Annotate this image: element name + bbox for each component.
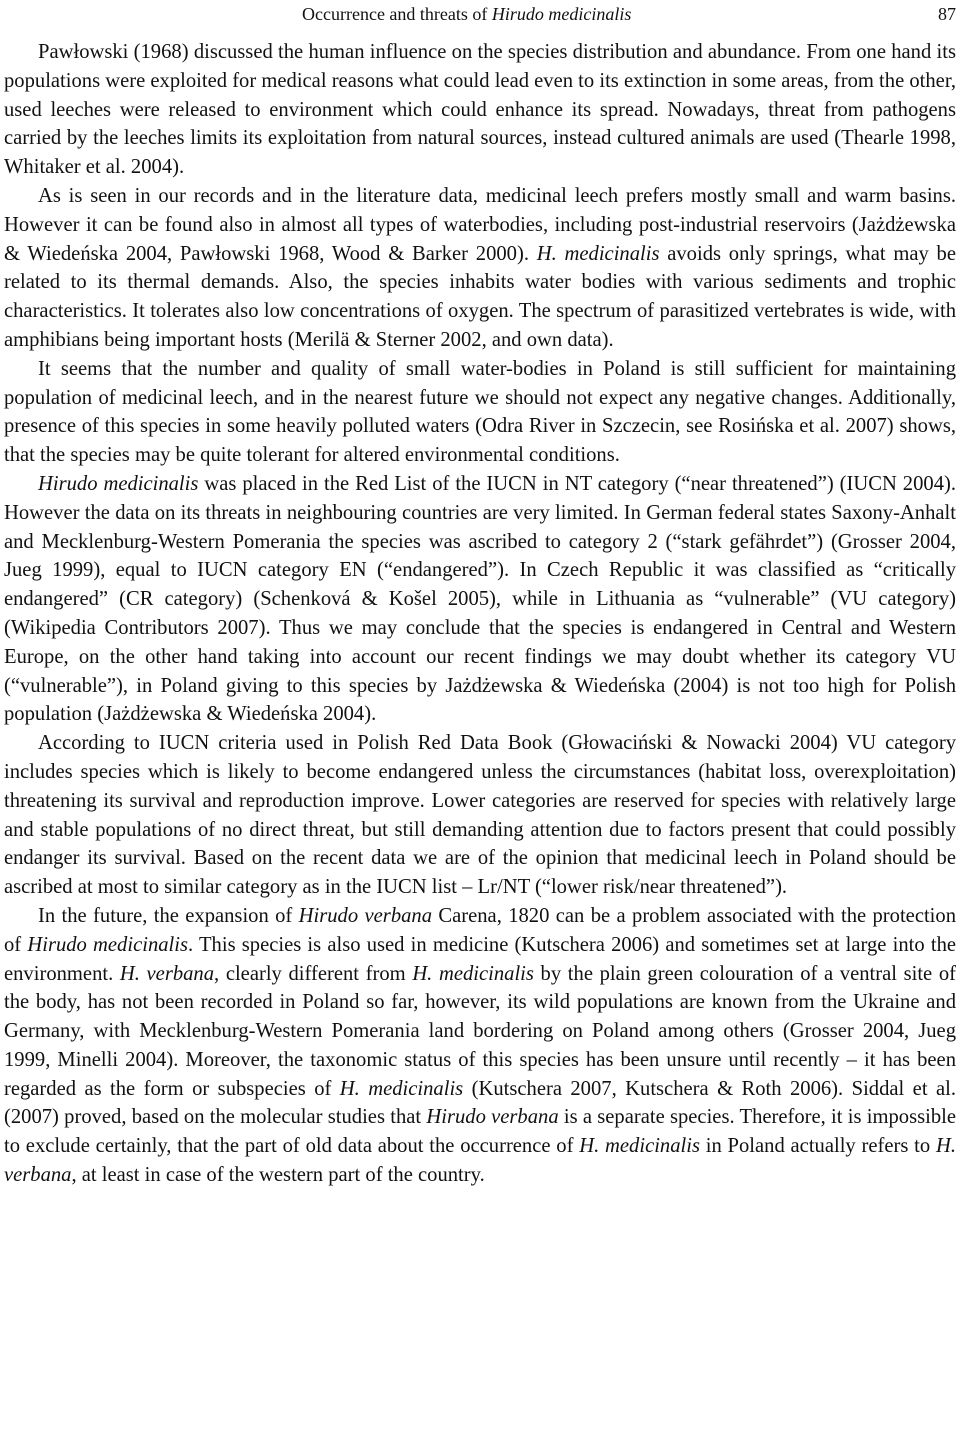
paragraph-6-text-k: (Kutschera 2007, Kutschera & Roth 2006). Siddal et al. (2007) proved, based on the molecular studies that [4, 1077, 956, 1129]
species-name-italic: H. verbana [4, 1135, 956, 1187]
species-name-italic: H. medicinalis [579, 1135, 700, 1158]
paragraph-6-text-o: in Poland actually refers to [699, 1135, 936, 1158]
species-name-italic: H. medicinalis [339, 1077, 464, 1100]
species-name-italic: Hirudo verbana [298, 904, 433, 927]
species-name-italic: H. verbana [119, 962, 215, 985]
paragraph-1 [4, 38, 956, 182]
paragraph-5-text: According to IUCN criteria used in Polish Red Data Book (Głowaciński & Nowacki 2004) VU category includes species which is likely to become endangered unless the circumstances (habitat loss, overexploitation) threatening its survival and reproduction improve. Lower categories are reserved for species with relatively large and stable populations of no direct threat, but still demanding attention due to factors present that could possibly endanger its survival. Based on the recent data we are of the opinion that medicinal leech in Poland should be ascribed at most to similar category as in the IUCN list – Lr/NT (“lower risk/near threatened”). [4, 732, 956, 899]
running-header [4, 2, 956, 26]
paragraph-6-text-a: In the future, the expansion of [38, 904, 299, 927]
species-name-italic: H. medicinalis [536, 242, 660, 265]
running-title-species: Hirudo medicinalis [491, 4, 632, 24]
paragraph-6-text-m: is a separate species. Therefore, it is impossible to exclude certainly, that the part of old data about the occurrence of [4, 1106, 956, 1158]
species-name-italic: Hirudo medicinalis [27, 933, 188, 956]
paragraph-6 [4, 902, 956, 1190]
species-name-italic: Hirudo verbana [426, 1106, 559, 1129]
paragraph-6-text-c: Carena, 1820 can be a problem associated with the protection of [4, 904, 957, 956]
paragraph-4-text-b: was placed in the Red List of the IUCN in NT category (“near threatened”) (IUCN 2004). However the data on its threats in neighbouring countries are very limited. In German federal states Saxony-Anhalt and Mecklenburg-Western Pomerania the species was ascribed to category 2 (“stark gefährdet”) (Grosser 2004, Jueg 1999), equal to IUCN category EN (“endangered”). In Czech Republic it was classified as “critically endangered” (CR category) (Schenková & Košel 2005), while in Lithuania as “vulnerable” (VU category) (Wikipedia Contributors 2007). Thus we may conclude that the species is endangered in Central and Western Europe, on the other hand taking into account our recent findings we may doubt whether its category VU (“vulnerable”), in Poland giving to this species by Jażdżewska & Wiedeńska (2004) is not too high for Polish population (Jażdżewska & Wiedeńska 2004). [4, 472, 957, 726]
species-name-italic: H. medicinalis [412, 962, 534, 985]
paragraph-6-text-i: by the plain green colouration of a ventral site of the body, has not been recorded in Poland so far, however, its wild populations are known from the Ukraine and Germany, with Mecklenburg-Western Pomerania land bordering on Poland among others (Grosser 2004, Jueg 1999, Minelli 2004). Moreover, the taxonomic status of this species has been unsure until recently – it has been regarded as the form or subspecies of [4, 962, 956, 1100]
paragraph-6-text-q: , at least in case of the western part of the country. [71, 1164, 485, 1187]
paragraph-5 [4, 729, 956, 902]
page-number: 87 [938, 4, 956, 24]
paragraph-4 [4, 470, 956, 729]
species-name-italic: Hirudo medicinalis [38, 472, 199, 495]
paragraph-2-text-a: As is seen in our records and in the literature data, medicinal leech prefers mostly small and warm basins. However it can be found also in almost all types of waterbodies, including post-industrial reservoirs (Jażdżewska & Wiedeńska 2004, Pawłowski 1968, Wood & Barker 2000). [4, 184, 956, 265]
running-title [302, 2, 631, 26]
paragraph-1-text: Pawłowski (1968) discussed the human influence on the species distribution and abundance. From one hand its populations were exploited for medical reasons what could lead even to its extinction in some areas, from the other, used leeches were released to environment which could enhance its spread. Nowadays, threat from pathogens carried by the leeches limits its exploitation from natural sources, instead cultured animals are used (Thearle 1998, Whitaker et al. 2004). [4, 41, 956, 179]
paragraph-3-text: It seems that the number and quality of small water-bodies in Poland is still sufficient for maintaining population of medicinal leech, and in the nearest future we should not expect any negative changes. Additionally, presence of this species in some heavily polluted waters (Odra River in Szczecin, see Rosińska et al. 2007) shows, that the species may be quite tolerant for altered environmental conditions. [4, 357, 956, 467]
paragraph-6-text-e: . This species is also used in medicine (Kutschera 2006) and sometimes set at large into the environment. [4, 933, 957, 985]
running-title-text: Occurrence and threats of [302, 4, 492, 24]
paragraph-2 [4, 182, 956, 355]
paragraph-2-text-c: avoids only springs, what may be related to its thermal demands. Also, the species inhabits water bodies with various sediments and trophic characteristics. It tolerates also low concentrations of oxygen. The spectrum of parasitized vertebrates is wide, with amphibians being important hosts (Merilä & Sterner 2002, and own data). [4, 242, 956, 351]
paragraph-6-text-g: , clearly different from [214, 962, 413, 985]
paragraph-3 [4, 355, 956, 470]
